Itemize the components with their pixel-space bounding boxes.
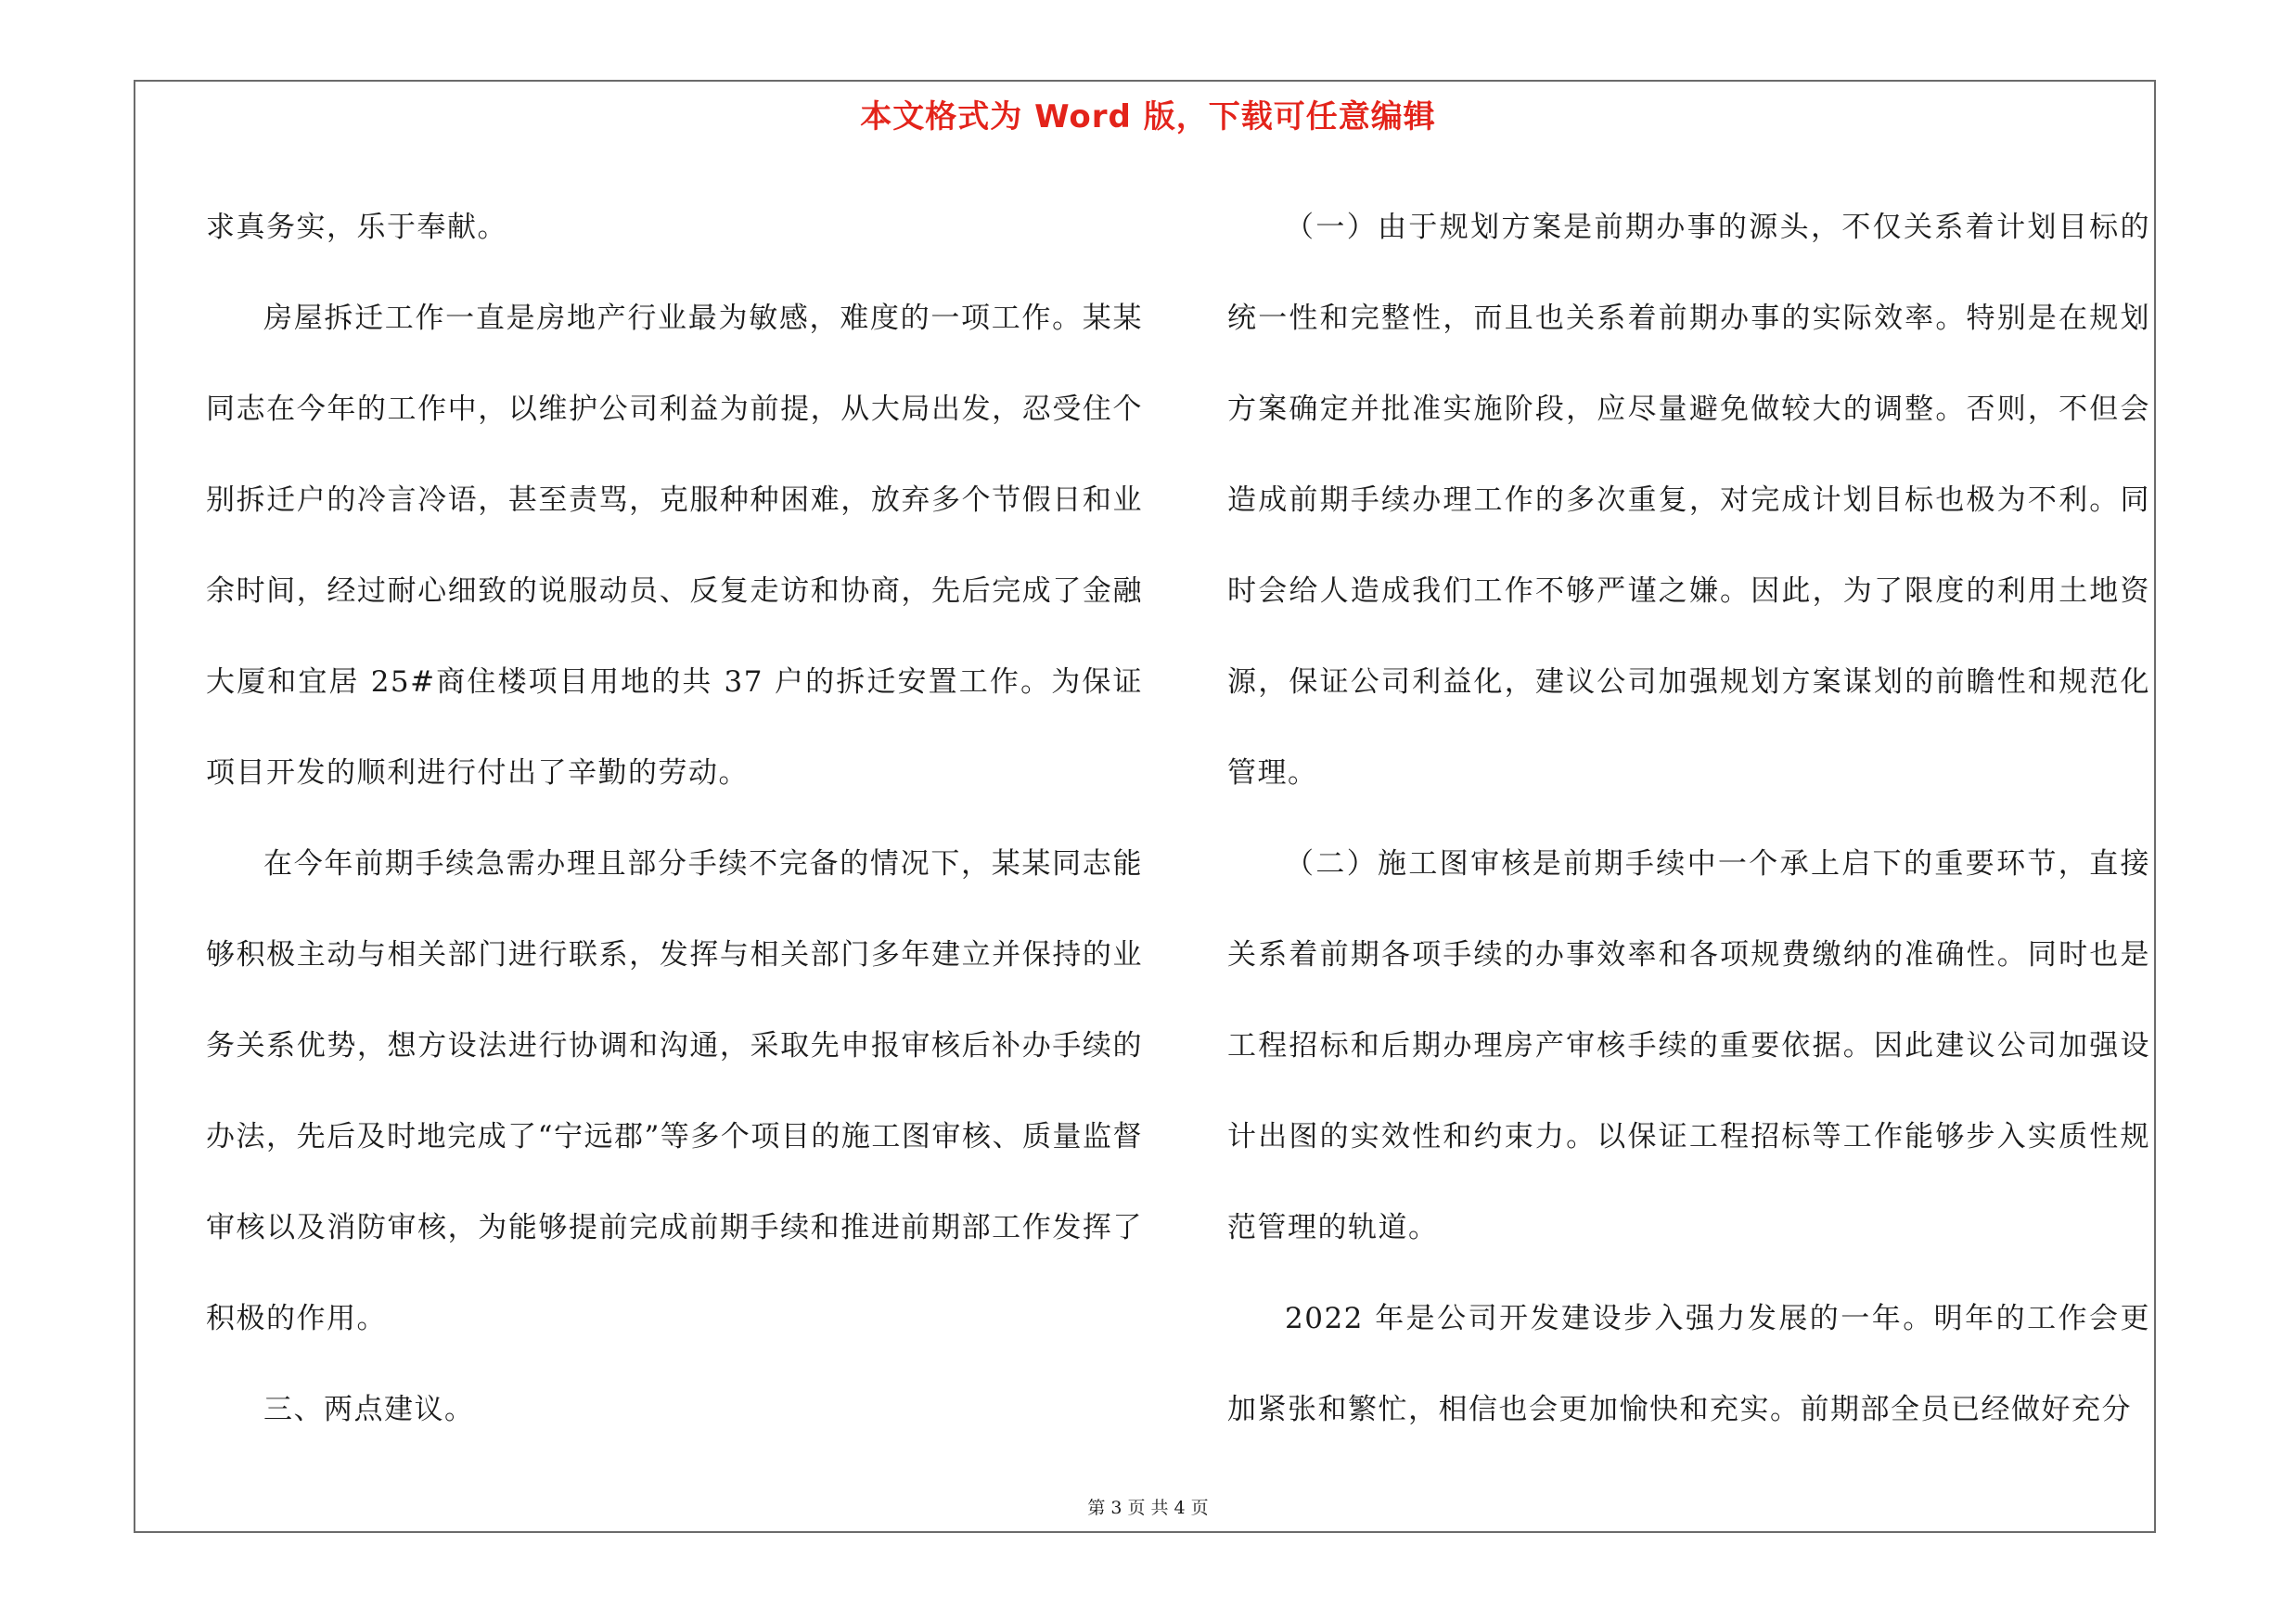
page-number: 第 3 页 共 4 页 xyxy=(1087,1498,1209,1518)
paragraph: （一）由于规划方案是前期办事的源头，不仅关系着计划目标的统一性和完整性，而且也关系着前期办事的实际效率。特别是在规划方案确定并批准实施阶段，应尽量避免做较大的调整。否则，不但会造成前期手续办理工作的多次重复，对完成计划目标也极为不利。同时会给人造成我们工作不够严谨之嫌。因此，为了限度的利用土地资源，保证公司利益化，建议公司加强规划方案谋划的前瞻性和规范化管理。 xyxy=(1227,211,2150,790)
paragraph: 求真务实，乐于奉献。 xyxy=(206,211,507,244)
paragraph: 在今年前期手续急需办理且部分手续不完备的情况下，某某同志能够积极主动与相关部门进行联系，发挥与相关部门多年建立并保持的业务关系优势，想方设法进行协调和沟通，采取先申报审核后补办手续的办法，先后及时地完成了“宁远郡”等多个项目的施工图审核、质量监督审核以及消防审核，为能够提前完成前期手续和推进前期部工作发挥了积极的作用。 xyxy=(206,847,1143,1335)
paragraph: 房屋拆迁工作一直是房地产行业最为敏感，难度的一项工作。某某同志在今年的工作中，以维护公司利益为前提，从大局出发，忍受住个别拆迁户的冷言冷语，甚至责骂，克服种种困难，放弃多个节假日和业余时间，经过耐心细致的说服动员、反复走访和协商，先后完成了金融大厦和宜居 25#商住楼项目用地的共 37 户的拆迁安置工作。为保证项目开发的顺利进行付出了辛勤的劳动。 xyxy=(206,302,1143,790)
right-column xyxy=(1227,182,2150,1455)
section-heading: 三、两点建议。 xyxy=(263,1393,475,1426)
paragraph: （二）施工图审核是前期手续中一个承上启下的重要环节，直接关系着前期各项手续的办事效率和各项规费缴纳的准确性。同时也是工程招标和后期办理房产审核手续的重要依据。因此建议公司加强设计出图的实效性和约束力。以保证工程招标等工作能够步入实质性规范管理的轨道。 xyxy=(1227,847,2150,1244)
header-banner: 本文格式为 Word 版，下载可任意编辑 xyxy=(860,98,1436,135)
left-column xyxy=(206,182,1143,1455)
paragraph: 2022 年是公司开发建设步入强力发展的一年。明年的工作会更加紧张和繁忙，相信也会更加愉快和充实。前期部全员已经做好充分 xyxy=(1227,1302,2150,1426)
